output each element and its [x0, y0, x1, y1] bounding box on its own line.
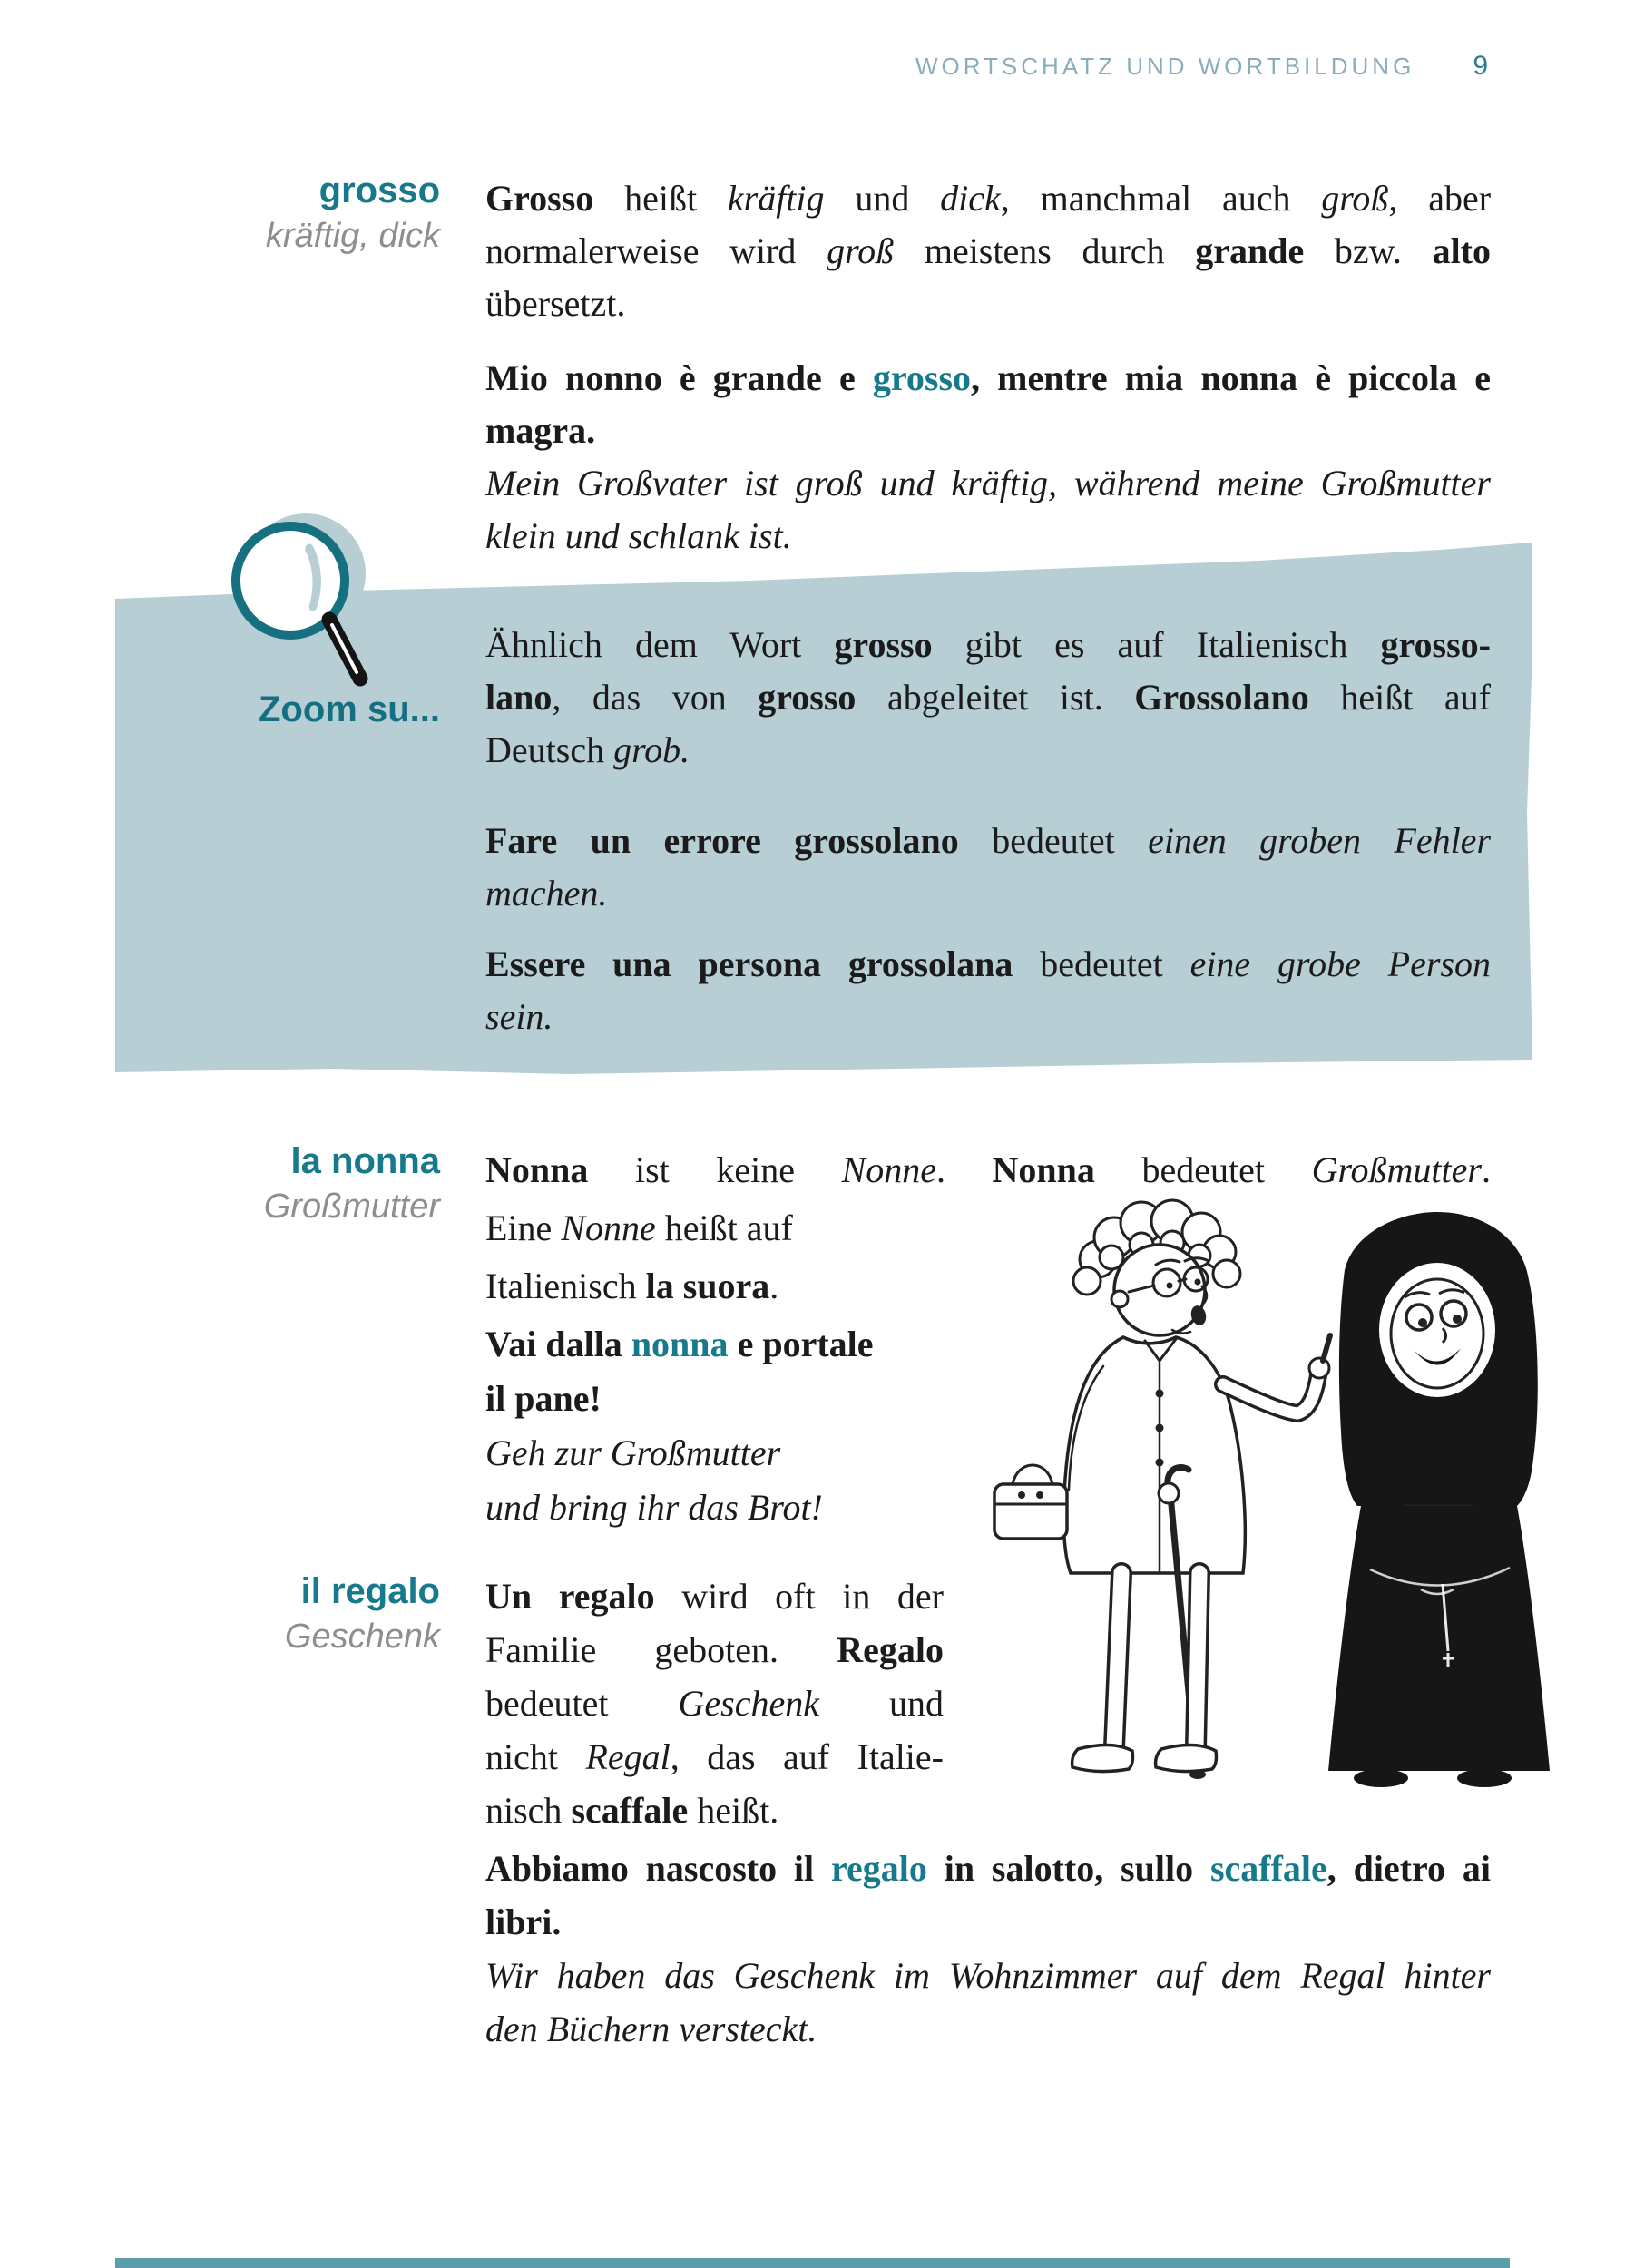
headword: la nonna [290, 1141, 440, 1181]
paragraph-grosso-example [485, 352, 1491, 562]
paragraph-grosso-intro [485, 172, 1491, 330]
paragraph-zoom-box-2 [485, 815, 1491, 920]
text-line: Geh zur Großmutter [485, 1432, 781, 1473]
text-line: Familie geboten. Regalo [485, 1629, 944, 1670]
text-line: und bring ihr das Brot! [485, 1487, 823, 1528]
header-title: WORTSCHATZ UND WORTBILDUNG [915, 53, 1415, 80]
text-line: normalerweise wird groß meistens durch grande bzw. alto [485, 230, 1491, 271]
text-line: den Büchern versteckt. [485, 2009, 817, 2049]
text-line: Italienisch la suora. [485, 1266, 779, 1306]
page-header [485, 51, 1488, 82]
paragraph-nonna-example [485, 1317, 944, 1535]
headword-translation: kräftig, dick [265, 217, 440, 255]
text-line: Mio nonno è grande e grosso, mentre mia nonna è piccola e [485, 357, 1491, 398]
text-line: Grosso heißt kräftig und dick, manchmal auch groß, aber [485, 178, 1492, 219]
text-line: bedeutet Geschenk und [485, 1683, 944, 1724]
headword: il regalo [300, 1571, 440, 1611]
zoom-su-label: Zoom su... [259, 689, 440, 729]
text-line: sein. [485, 996, 553, 1037]
text-line: Mein Großvater ist groß und kräftig, während meine Großmutter [485, 463, 1491, 503]
page-number: 9 [1473, 51, 1488, 81]
grandmother-nun-illustration [935, 1179, 1561, 1805]
paragraph-regalo-text [485, 1569, 944, 1837]
nun-figure [1328, 1212, 1550, 1787]
bottom-accent-bar [115, 2258, 1510, 2268]
paragraph-zoom-box-3 [485, 938, 1491, 1043]
text-line: magra. [485, 410, 596, 451]
margin-entry-nonna [91, 1139, 440, 1230]
text-line: nisch scaffale heißt. [485, 1790, 779, 1831]
magnifier-icon [204, 501, 390, 696]
text-line: Un regalo wird oft in der [485, 1576, 944, 1617]
text-line: nicht Regal, das auf Italie- [485, 1736, 944, 1777]
text-line: übersetzt. [485, 283, 626, 324]
headword-translation: Geschenk [284, 1618, 440, 1656]
text-line: Eine Nonne heißt auf [485, 1207, 793, 1248]
text-line: Ähnlich dem Wort grosso gibt es auf Italienisch grosso- [485, 624, 1491, 665]
text-line: klein und schlank ist. [485, 515, 792, 556]
headword-translation: Großmutter [263, 1188, 440, 1226]
paragraph-regalo-example [485, 1842, 1491, 2056]
text-line: Deutsch grob. [485, 729, 690, 770]
text-line: Nonna ist keine Nonne. Nonna bedeutet Großmutter. [485, 1149, 1491, 1190]
text-line: libri. [485, 1901, 562, 1942]
margin-entry-grosso [91, 169, 440, 259]
text-line: Wir haben das Geschenk im Wohnzimmer auf dem Regal hinter [485, 1955, 1491, 1996]
margin-entry-regalo [91, 1569, 440, 1660]
text-line: Vai dalla nonna e portale [485, 1324, 874, 1364]
paragraph-zoom-box-1 [485, 619, 1491, 777]
text-line: Essere una persona grossolana bedeutet eine grobe Person [485, 943, 1491, 984]
text-line: lano, das von grosso abgeleitet ist. Grossolano heißt auf [485, 677, 1491, 718]
text-line: machen. [485, 873, 608, 914]
grandmother-figure [994, 1200, 1330, 1779]
text-line: Abbiamo nascosto il regalo in salotto, sullo scaffale, dietro ai [485, 1848, 1492, 1889]
headword: grosso [318, 171, 440, 210]
text-line: il pane! [485, 1378, 602, 1419]
text-line: Fare un errore grossolano bedeutet einen groben Fehler [485, 820, 1492, 861]
